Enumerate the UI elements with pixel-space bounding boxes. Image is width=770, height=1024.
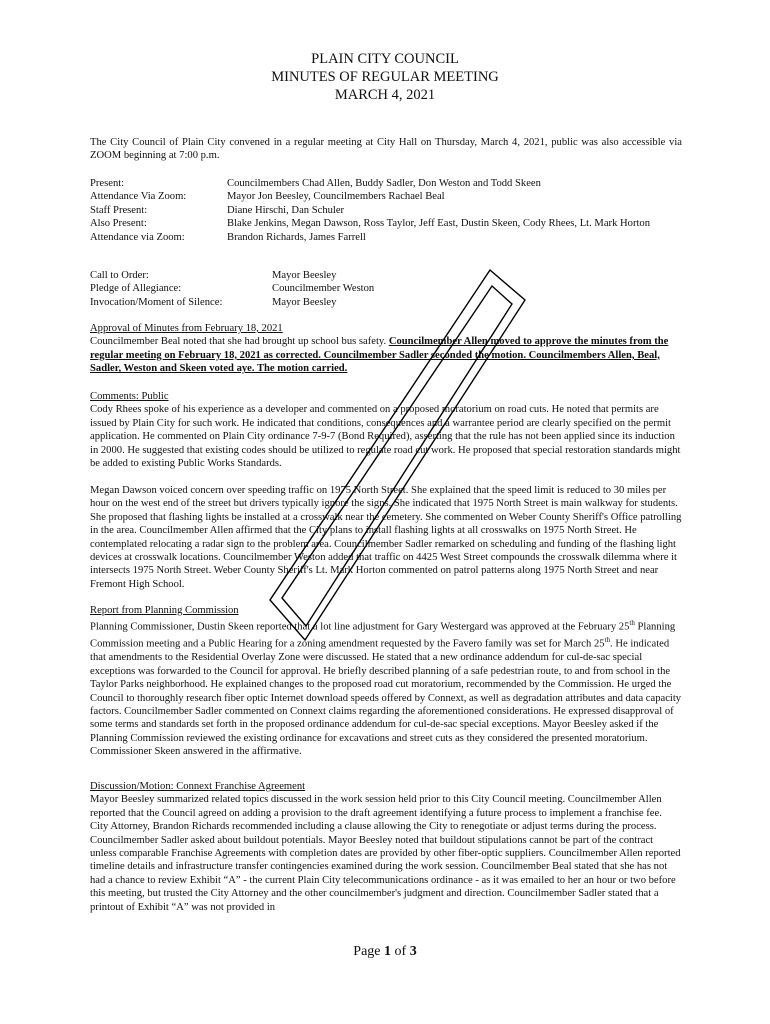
page-prefix: Page xyxy=(353,944,385,959)
attendance-row xyxy=(90,190,682,203)
attendance-row xyxy=(90,204,682,217)
planning-paragraph xyxy=(90,617,682,758)
intro-paragraph xyxy=(90,136,682,163)
order-label: Invocation/Moment of Silence: xyxy=(90,296,223,308)
planning-text-part: Planning Commission meeting and a Public Hearing for a zoning amendment requested by the Favero family was set for March 25 xyxy=(90,621,676,650)
order-value: Mayor Beesley xyxy=(272,296,337,308)
page-footer xyxy=(0,944,770,960)
comments-section-continued xyxy=(90,484,682,591)
attendance-label: Staff Present: xyxy=(90,204,148,216)
attendance-value: Diane Hirschi, Dan Schuler xyxy=(227,204,345,216)
section-heading: Report from Planning Commission xyxy=(90,605,239,616)
attendance-block xyxy=(90,177,682,244)
ordinal-suffix: th xyxy=(604,636,611,645)
document-header xyxy=(0,50,770,104)
approval-text: Councilmember Beal noted that she had brought up school bus safety. xyxy=(90,336,387,348)
order-block xyxy=(90,269,682,309)
order-label: Pledge of Allegiance: xyxy=(90,283,182,295)
section-heading: Comments: Public xyxy=(90,391,169,402)
approval-paragraph xyxy=(90,335,682,375)
attendance-row xyxy=(90,177,682,190)
planning-text-part: Planning Commissioner, Dustin Skeen reported that a lot line adjustment for Gary Westergard was approved at the February 25 xyxy=(90,621,630,633)
attendance-row xyxy=(90,231,682,244)
ordinal-suffix: th xyxy=(629,619,635,628)
order-row xyxy=(90,269,682,282)
section-heading: Discussion/Motion: Connext Franchise Agreement xyxy=(90,781,306,792)
meeting-date: MARCH 4, 2021 xyxy=(334,87,436,103)
intro-text: The City Council of Plain City convened in a regular meeting at City Hall on Thursday, March 4, 2021, public was also accessible via ZOOM beginning at 7:00 p.m. xyxy=(90,137,682,162)
order-value: Mayor Beesley xyxy=(272,270,337,281)
page-total: 3 xyxy=(409,944,417,959)
page-number: 1 xyxy=(384,944,392,959)
comment-paragraph: Megan Dawson voiced concern over speeding traffic on 1975 North Street. She explained that the speed limit is reduced to 30 miles per hour on the west end of the street but drivers typically ignore the signs. She indicated that 1975 North Street is main walkway for students. She proposed that flashing lights be installed at a crosswalk near the cemetery. She commented on Weber County Sheriff's Office patrolling in the area. Councilmember Allen affirmed that the City plans to install flashing lights at all crosswalks on 1975 North Street. He contemplated relocating a radar sign to the problem area. Councilmember Sadler remarked on scheduling and funding of the flashing light devices at crosswalk locations. Councilmember Weston added that traffic on 4425 West Street compounds the crosswalk dilemma where it intersects 1975 North Street. Weber County Sheriff's Lt. Mark Horton commented on patrol patterns along 1975 North Street and near Fremont High School. xyxy=(90,485,682,590)
order-row xyxy=(90,282,682,295)
planning-text-part: . He indicated that amendments to the Residential Overlay Zone were discussed. He stated that a new ordinance addendum for cul-de-sac special exceptions was forwarded to the Council for approval. He briefly described planning of a safe pedestrian route, to and from school in the Taylor Parks neighborhood. He explained changes to the proposed road cut moratorium, recommended by the Commission. He urged the Council to thoroughly research fiber optic Internet download speeds offered by Connext, as well as degradation attributes and data capacity factors. Councilmember Sadler commented on Connext claims regarding the aforementioned considerations. He expressed disapproval of some terms and standards set forth in the proposed ordinance addendum for cul-de-sac special exceptions. Mayor Beesley asked if the Planning Commission reviewed the existing ordinance for excavations and street cuts as they considered the presented moratorium. Commissioner Skeen answered in the affirmative. xyxy=(90,638,682,758)
connext-section xyxy=(90,780,682,914)
attendance-value: Councilmembers Chad Allen, Buddy Sadler, Don Weston and Todd Skeen xyxy=(227,178,541,189)
order-row xyxy=(90,296,682,309)
approval-motion: Councilmember Allen moved to approve the minutes from the regular meeting on February 18, 2021 as corrected. Councilmember Sadler seconded the motion. Councilmembers Allen, Beal, Sadler, Weston and Skeen voted aye. The motion carried. xyxy=(90,336,669,375)
attendance-row xyxy=(90,217,682,230)
council-name: PLAIN CITY COUNCIL xyxy=(311,51,459,67)
connext-paragraph: Mayor Beesley summarized related topics discussed in the work session held prior to this City Council meeting. Councilmember Allen reported that the Council agreed on adding a provision to the draft agreement identifying a future process to implement a franchise fee. City Attorney, Brandon Richards recommended including a clause allowing the City to renegotiate or adjust terms during the process. Councilmember Sadler asked about buildout potentials. Mayor Beesley noted that buildout stipulations cannot be part of the contract unless comparable Franchise Agreements with completion dates are provided by other fiber-optic suppliers. Councilmember Allen reported timeline details and infrastructure transfer contingencies examined during the work session. Councilmember Beal stated that she has not had a chance to review Exhibit “A” - the current Plain City telecommunications ordinance - as it was emailed to her an hour or two before this meeting, but trusted the City Attorney and the other councilmember's judgment and direction. Councilmember Sadler stated that a printout of Exhibit “A” was not provided in xyxy=(90,794,681,913)
order-label: Call to Order: xyxy=(90,270,149,281)
order-value: Councilmember Weston xyxy=(272,283,375,295)
attendance-value: Mayor Jon Beesley, Councilmembers Rachael Beal xyxy=(227,191,445,203)
approval-section xyxy=(90,322,682,376)
planning-section xyxy=(90,604,682,759)
page-middle: of xyxy=(391,944,410,959)
comment-paragraph: Cody Rhees spoke of his experience as a developer and commented on a proposed moratorium on road cuts. He noted that permits are issued by Plain City for such work. He indicated that conditions, consequences and a warrantee period are clearly specified on the permit application. He commented on Plain City ordinance 7-9-7 (Bond Required), asserting that the rule has not been applied since its induction in 2000. He suggested that existing codes should be utilized to regulate road cut work. He proposed that special restoration standards might be added to existing Public Works Standards. xyxy=(90,404,681,470)
attendance-value: Brandon Richards, James Farrell xyxy=(227,231,366,243)
attendance-label: Present: xyxy=(90,178,125,189)
attendance-label: Attendance via Zoom: xyxy=(90,231,185,243)
attendance-value: Blake Jenkins, Megan Dawson, Ross Taylor, Jeff East, Dustin Skeen, Cody Rhees, Lt. Mark Horton xyxy=(227,218,651,230)
section-heading: Approval of Minutes from February 18, 2021 xyxy=(90,323,283,334)
attendance-label: Also Present: xyxy=(90,218,147,230)
minutes-title: MINUTES OF REGULAR MEETING xyxy=(271,69,499,85)
comments-section xyxy=(90,390,682,470)
attendance-label: Attendance Via Zoom: xyxy=(90,191,187,203)
